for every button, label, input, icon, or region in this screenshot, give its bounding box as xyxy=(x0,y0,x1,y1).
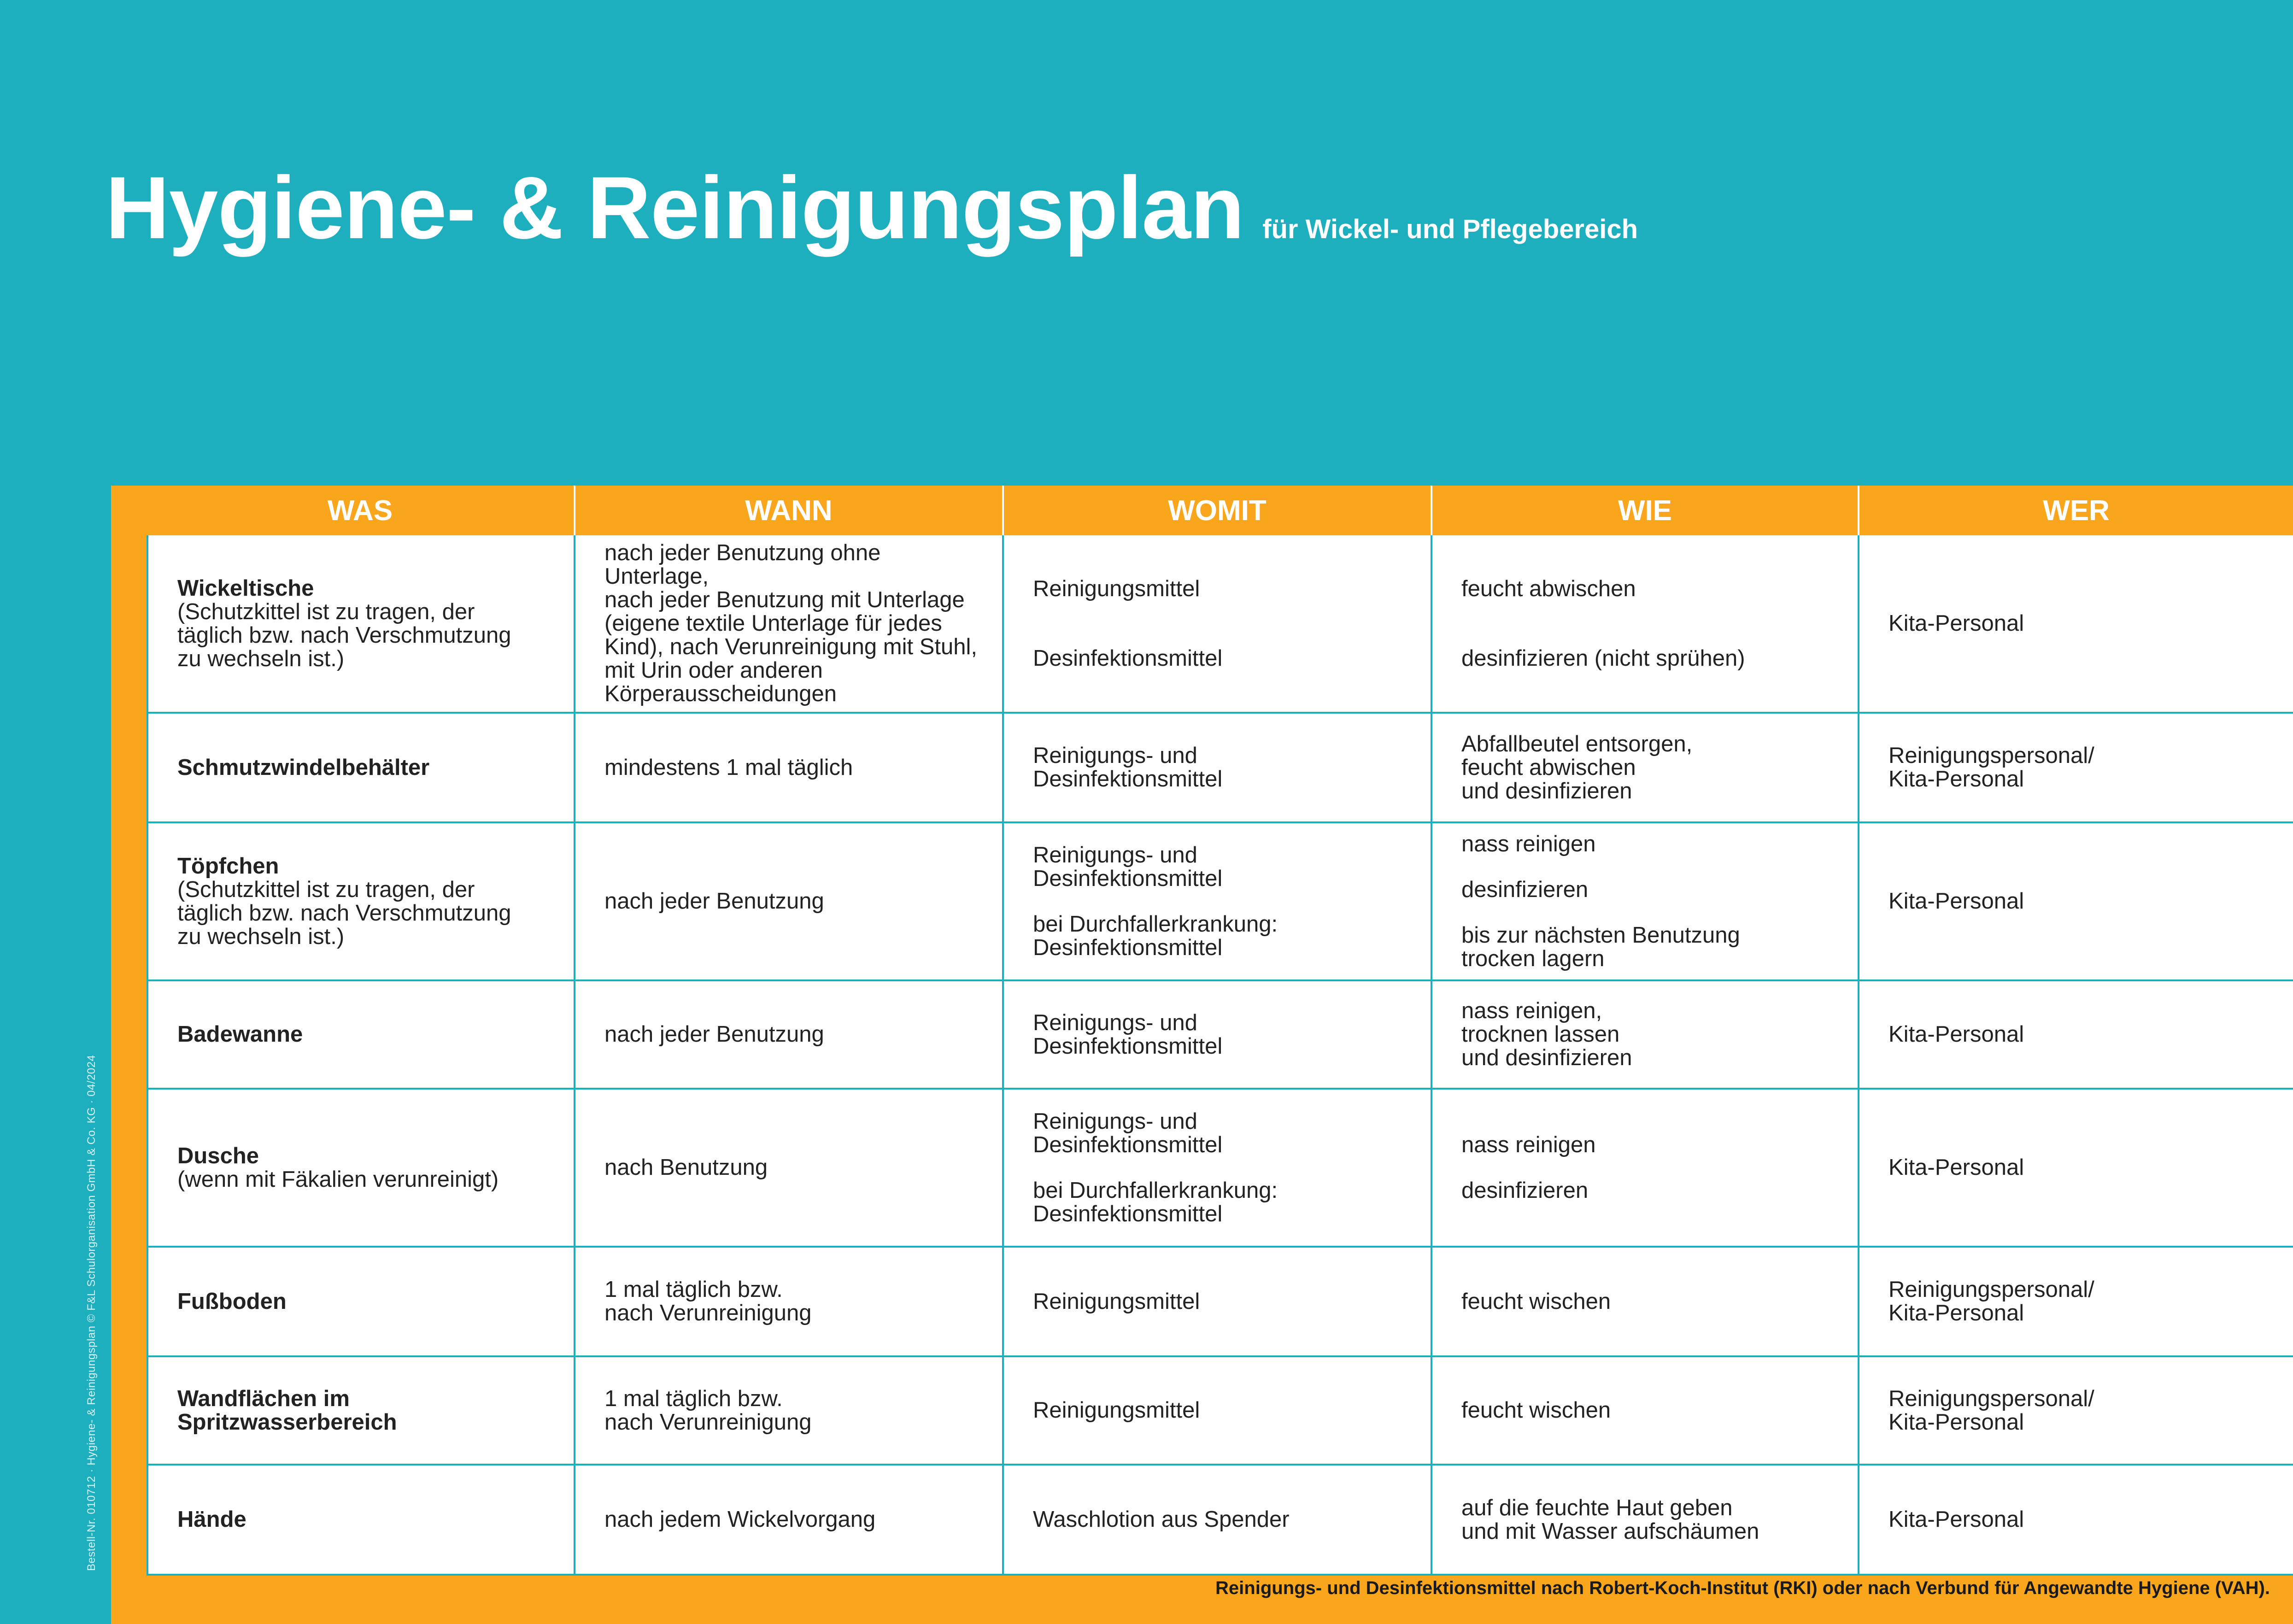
cell-text: bei Durchfallerkrankung: Desinfektionsmittel xyxy=(1033,911,1278,960)
cell-text: nach jedem Wickelvorgang xyxy=(604,1507,876,1532)
cell-wann xyxy=(574,1090,1002,1248)
column-header-wer: WER xyxy=(1858,486,2293,535)
cell-text: Reinigungs- und Desinfektionsmittel xyxy=(1033,1010,1223,1059)
cell-wann xyxy=(574,1357,1002,1466)
cell-womit xyxy=(1002,1466,1431,1576)
item-note: (Schutzkittel ist zu tragen, der täglich bzw. nach Verschmutzung zu wechseln ist.) xyxy=(177,599,511,671)
hygiene-table xyxy=(147,486,2293,1576)
cell-womit xyxy=(1002,1357,1431,1466)
item-name: Fußboden xyxy=(177,1289,287,1314)
cell-wann xyxy=(574,1466,1002,1576)
cell-text: Kita-Personal xyxy=(1888,889,2024,914)
cell-text: Reinigungs- und Desinfektionsmittel xyxy=(1033,743,1223,791)
cell-text: Reinigungspersonal/ Kita-Personal xyxy=(1888,1277,2094,1325)
item-name: Wandflächen im Spritzwasserbereich xyxy=(177,1386,397,1435)
cell-wer xyxy=(1858,1357,2293,1466)
cell-womit xyxy=(1002,981,1431,1090)
cell-womit xyxy=(1002,714,1431,823)
cell-wer xyxy=(1858,1466,2293,1576)
cell-text: Kita-Personal xyxy=(1888,1022,2024,1047)
cell-wie xyxy=(1431,714,1858,823)
cell-text: Reinigungsmittel xyxy=(1033,576,1200,601)
cell-text: nach Benutzung xyxy=(604,1155,768,1180)
cell-was xyxy=(147,535,574,714)
item-name: Wickeltische xyxy=(177,575,314,601)
footer-note: Reinigungs- und Desinfektionsmittel nach Robert-Koch-Institut (RKI) oder nach Verbund für Angewandte Hygiene (VAH). xyxy=(1215,1578,2270,1598)
cell-text: Reinigungsmittel xyxy=(1033,1289,1200,1314)
cell-text: mindestens 1 mal täglich xyxy=(604,755,853,780)
cell-text: 1 mal täglich bzw. nach Verunreinigung xyxy=(604,1277,812,1325)
cell-text: nass reinigen, trocknen lassen und desinfizieren xyxy=(1461,998,1632,1070)
cell-text: Kita-Personal xyxy=(1888,611,2024,636)
cell-text: nach jeder Benutzung xyxy=(604,889,824,914)
cell-wann xyxy=(574,823,1002,981)
cell-wer xyxy=(1858,823,2293,981)
cell-womit xyxy=(1002,1090,1431,1248)
column-header-wann: WANN xyxy=(574,486,1002,535)
cell-text: desinfizieren xyxy=(1461,877,1589,902)
cell-wer xyxy=(1858,1090,2293,1248)
cell-wie xyxy=(1431,823,1858,981)
item-name: Töpfchen xyxy=(177,853,279,879)
item-note: (Schutzkittel ist zu tragen, der täglich bzw. nach Verschmutzung zu wechseln ist.) xyxy=(177,877,511,949)
cell-text: Reinigungs- und Desinfektionsmittel xyxy=(1033,1108,1223,1157)
cell-text: Reinigungspersonal/ Kita-Personal xyxy=(1888,743,2094,791)
cell-wann xyxy=(574,981,1002,1090)
cell-text: feucht wischen xyxy=(1461,1398,1611,1423)
cell-text: Reinigungspersonal/ Kita-Personal xyxy=(1888,1386,2094,1435)
item-name: Schmutzwindelbehälter xyxy=(177,755,430,780)
cell-text: feucht abwischen xyxy=(1461,576,1636,601)
cell-text: auf die feuchte Haut geben und mit Wasser aufschäumen xyxy=(1461,1495,1759,1544)
column-header-womit: WOMIT xyxy=(1002,486,1431,535)
cell-wie xyxy=(1431,1090,1858,1248)
cell-text: Kita-Personal xyxy=(1888,1155,2024,1180)
cell-text: bis zur nächsten Benutzung trocken lagern xyxy=(1461,922,1740,971)
cell-was xyxy=(147,1466,574,1576)
cell-wer xyxy=(1858,1248,2293,1357)
cell-text: nach jeder Benutzung xyxy=(604,1022,824,1047)
cell-text: nass reinigen xyxy=(1461,1132,1596,1157)
cell-was xyxy=(147,981,574,1090)
cell-wer xyxy=(1858,714,2293,823)
cell-was xyxy=(147,1248,574,1357)
item-name: Badewanne xyxy=(177,1022,303,1047)
cell-text: nass reinigen xyxy=(1461,831,1596,856)
cell-was xyxy=(147,1357,574,1466)
cell-text: nach jeder Benutzung ohne Unterlage, nach jeder Benutzung mit Unterlage (eigene textile Unterlage für jedes Kind), nach Verunreinigung mit Stuhl, mit Urin oder anderen Körperausscheidungen xyxy=(604,540,977,706)
cell-womit xyxy=(1002,535,1431,714)
column-header-was: WAS xyxy=(327,494,393,527)
cell-wie xyxy=(1431,1466,1858,1576)
cell-wer xyxy=(1858,535,2293,714)
order-number-note: Bestell-Nr. 010712 · Hygiene- & Reinigungsplan © F&L Schulorganisation GmbH & Co. KG · 04/2024 xyxy=(85,1055,98,1571)
cell-womit xyxy=(1002,823,1431,981)
item-name: Hände xyxy=(177,1507,246,1532)
cell-text: Kita-Personal xyxy=(1888,1507,2024,1532)
cell-wann xyxy=(574,535,1002,714)
cell-wer xyxy=(1858,981,2293,1090)
item-note: (wenn mit Fäkalien verunreinigt) xyxy=(177,1167,499,1192)
cell-text: feucht wischen xyxy=(1461,1289,1611,1314)
cell-text: 1 mal täglich bzw. nach Verunreinigung xyxy=(604,1386,812,1435)
cell-text: desinfizieren xyxy=(1461,1178,1589,1203)
page-title: Hygiene- & Reinigungsplan xyxy=(106,158,1244,257)
cell-text: Reinigungsmittel xyxy=(1033,1398,1200,1423)
page-header xyxy=(106,157,1638,258)
cell-was xyxy=(147,714,574,823)
cell-wie xyxy=(1431,1357,1858,1466)
cell-text: Waschlotion aus Spender xyxy=(1033,1507,1290,1532)
cell-was xyxy=(147,1090,574,1248)
page-subtitle: für Wickel- und Pflegebereich xyxy=(1262,214,1638,244)
cell-text: Reinigungs- und Desinfektionsmittel xyxy=(1033,842,1223,891)
cell-wie xyxy=(1431,535,1858,714)
cell-text: Abfallbeutel entsorgen, feucht abwischen und desinfizieren xyxy=(1461,731,1693,803)
cell-text: desinfizieren (nicht sprühen) xyxy=(1461,645,1745,671)
cell-womit xyxy=(1002,1248,1431,1357)
cell-wie xyxy=(1431,1248,1858,1357)
cell-wie xyxy=(1431,981,1858,1090)
column-header-wie: WIE xyxy=(1431,486,1858,535)
item-name: Dusche xyxy=(177,1143,259,1168)
cell-text: Desinfektionsmittel xyxy=(1033,645,1223,671)
cell-was xyxy=(147,823,574,981)
cell-wann xyxy=(574,1248,1002,1357)
cell-wann xyxy=(574,714,1002,823)
cell-text: bei Durchfallerkrankung: Desinfektionsmittel xyxy=(1033,1178,1278,1226)
